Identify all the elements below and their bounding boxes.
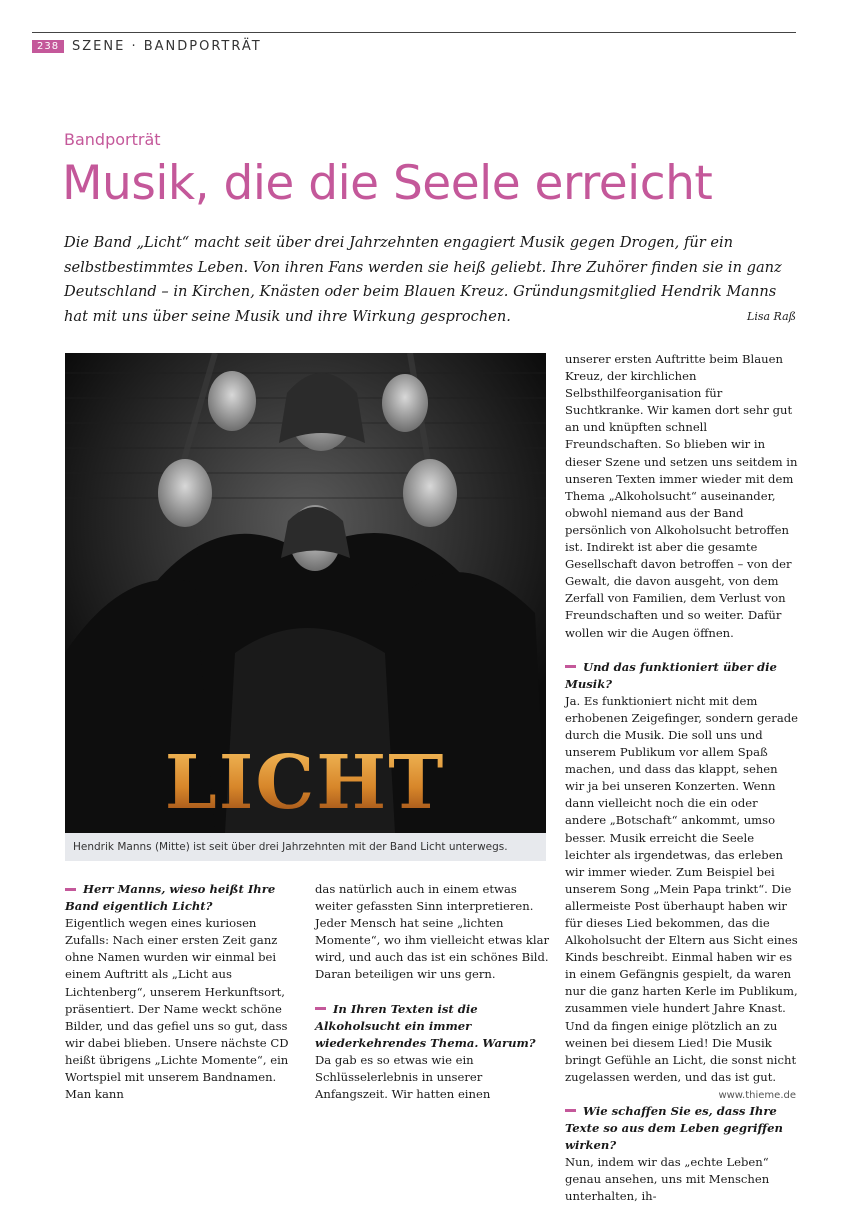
article-title: Musik, die die Seele erreicht <box>62 156 713 211</box>
band-photo <box>65 353 546 833</box>
question-dash-icon <box>565 1109 576 1112</box>
interview-question: Und das funktioniert über die Musik? <box>565 659 777 691</box>
interview-question: Wie schaffen Sie es, dass Ihre Texte so aus dem Leben gegriffen wirken? <box>565 1103 783 1153</box>
article-lead: Die Band „Licht“ macht seit über drei Jahrzehnten engagiert Musik gegen Drogen, für ein selbstbestimmtes Leben. Von ihren Fans werden sie heiß geliebt. Ihre Zuhörer finden sie in ganz Deutschland – in Kirchen, Knästen oder beim Blauen Kreuz. Gründungsmitglied Hendrik Manns hat mit uns über seine Musik und ihre Wirkung gesprochen. <box>64 234 782 325</box>
text-column-3 <box>565 351 800 1206</box>
interview-question: In Ihren Texten ist die Alkoholsucht ein immer wiederkehrendes Thema. Warum? <box>315 1001 536 1050</box>
interview-answer: das natürlich auch in einem etwas weiter gefassten Sinn interpretieren. Jeder Mensch hat seine „lichten Momente“, wo ihm vielleicht etwas klar wird, und auch das ist ein schönes Bild. Daran beteiligen wir uns gern. <box>315 882 550 982</box>
interview-question: Herr Manns, wieso heißt Ihre Band eigentlich Licht? <box>65 882 276 914</box>
interview-answer: Ja. Es funktioniert nicht mit dem erhobenen Zeigefinger, sondern gerade durch die Musik. Die soll uns und unserem Publikum vor allem Spaß machen, und dass das klappt, sehen wir ja bei unseren Konzerten. Wenn dann vielleicht noch die ein oder andere „Botschaft“ ankommt, umso besser. Musik erreicht die Seele leichter als irgendetwas, das erleben wir immer wieder. Zum Beispiel bei unserem Song „Mein Papa trinkt“. Die allermeiste Post überhaupt haben wir für dieses Lied bekommen, das die Alkoholsucht der Eltern aus Sicht eines Kinds beschreibt. Einmal haben wir es in einem Gefängnis gespielt, da waren nur die ganz harten Kerle im Publikum, zusammen viele hundert Jahre Knast. Und da fingen einige plötzlich an zu weinen bei diesem Lied! Die Musik bringt Gefühle an Licht, die sonst nicht zugelassen werden, und das ist gut. <box>565 693 799 1084</box>
question-dash-icon <box>565 665 576 668</box>
interview-answer: Eigentlich wegen eines kuriosen Zufalls: Nach einer ersten Zeit ganz ohne Namen wurden wir einmal bei einem Auftritt als „Licht aus Lichtenberg“, unserem Herkunftsort, präsentiert. Der Name weckt schöne Bilder, und das gefiel uns so gut, dass wir dabei blieben. Unsere nächste CD heißt übrigens „Lichte Momente“, ein Wortspiel mit unserem Bandnamen. Man kann <box>65 916 289 1102</box>
interview-answer: Da gab es so etwas wie ein Schlüsselerlebnis in unserer Anfangszeit. Wir hatten einen <box>315 1052 491 1102</box>
section-rubric: SZENE · BANDPORTRÄT <box>72 39 262 54</box>
article-kicker: Bandporträt <box>64 130 161 149</box>
footer-url: www.thieme.de <box>718 1090 796 1101</box>
article-author: Lisa Raß <box>747 310 796 323</box>
question-dash-icon <box>65 888 76 891</box>
page-number: 238 <box>32 40 64 53</box>
text-column-1 <box>65 881 300 1103</box>
header-rule <box>32 32 796 33</box>
photo-caption: Hendrik Manns (Mitte) ist seit über drei Jahrzehnten mit der Band Licht unterwegs. <box>65 833 546 861</box>
interview-answer: unserer ersten Auftritte beim Blauen Kreuz, der kirchlichen Selbsthilfeorganisation für Suchtkranke. Wir kamen dort sehr gut an und knüpften schnell Freundschaften. So blieben wir in dieser Szene und setzen uns seitdem in unseren Texten immer wieder mit dem Thema „Alkoholsucht“ auseinander, obwohl niemand aus der Band persönlich von Alkoholsucht betroffen ist. Indirekt ist aber die gesamte Gesellschaft davon betroffen – von der Gewalt, die davon ausgeht, von dem Zerfall von Familien, dem Verlust von Freundschaften und so weiter. Dafür wollen wir die Augen öffnen. <box>565 352 798 640</box>
text-column-2 <box>315 881 550 1103</box>
question-dash-icon <box>315 1007 326 1010</box>
band-logo: LICHT <box>164 740 446 826</box>
interview-answer: Nun, indem wir das „echte Leben“ genau ansehen, uns mit Menschen unterhalten, ih- <box>565 1155 770 1204</box>
